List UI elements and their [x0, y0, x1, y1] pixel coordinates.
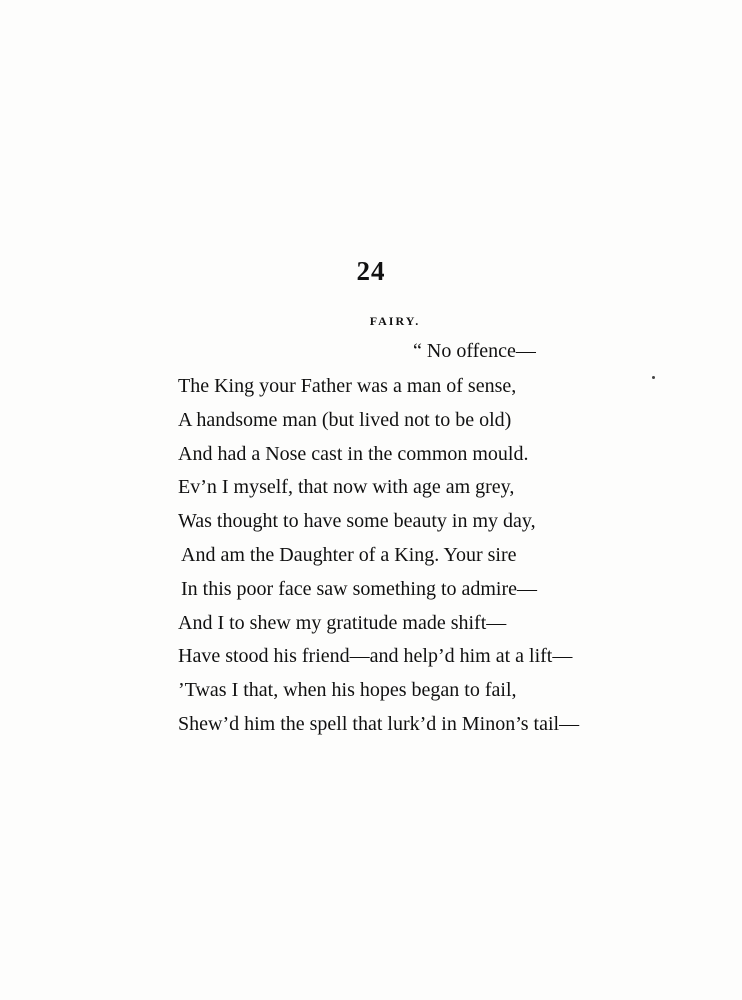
verse-line: Ev’n I myself, that now with age am grey, [178, 476, 515, 499]
verse-line: The King your Father was a man of sense, [178, 375, 517, 397]
verse-line: A handsome man (but lived not to be old) [178, 408, 512, 431]
opening-line: “ No offence— [413, 340, 536, 362]
paper-speck [652, 376, 655, 379]
verse-line: And I to shew my gratitude made shift— [178, 611, 507, 634]
verse-line: Shew’d him the spell that lurk’d in Minon’s tail— [178, 712, 580, 735]
verse-line: And had a Nose cast in the common mould. [178, 442, 529, 465]
speaker-heading: FAIRY. [369, 314, 421, 328]
verse-line: And am the Daughter of a King. Your sire [181, 543, 517, 566]
verse-line: ’Twas I that, when his hopes began to fail, [178, 679, 517, 702]
verse-block [178, 370, 579, 742]
page-number: 24 [356, 256, 386, 286]
verse-line: Have stood his friend—and help’d him at a lift— [178, 645, 573, 668]
verse-line: In this poor face saw something to admire— [181, 577, 538, 600]
verse-line: Was thought to have some beauty in my day, [178, 510, 536, 533]
